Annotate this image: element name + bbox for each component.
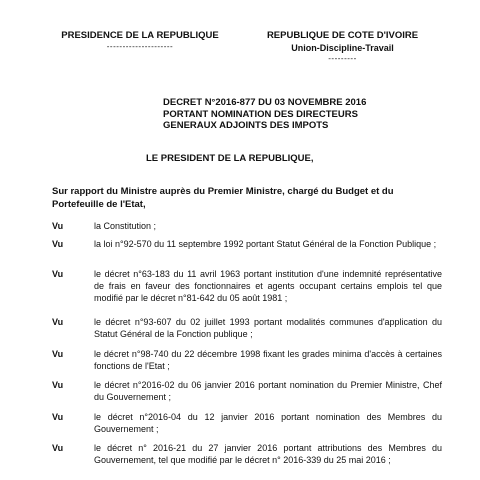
visa-item [52, 442, 442, 466]
visa-label: Vu [52, 221, 64, 231]
decree-title-line-2: PORTANT NOMINATION DES DIRECTEURS [163, 108, 358, 120]
header-left-separator: --------------------- [106, 42, 174, 51]
country-title: REPUBLIQUE DE COTE D'IVOIRE [266, 30, 419, 41]
visa-label: Vu [52, 443, 64, 453]
visa-item [52, 316, 442, 340]
header-left [60, 30, 220, 52]
decree-title-line-1: DECRET N°2016-877 DU 03 NOVEMBRE 2016 [163, 97, 367, 108]
visa-text: le décret n°2016-04 du 12 janvier 2016 portant nomination des Membres du Gouvernement ; [94, 412, 442, 434]
visa-label: Vu [52, 412, 64, 422]
presidency-title: PRESIDENCE DE LA REPUBLIQUE [61, 30, 219, 41]
national-motto: Union-Discipline-Travail [291, 43, 394, 53]
visa-text: le décret n°98-740 du 22 décembre 1998 fixant les grades minima d'accès à certaines fonctions de l'Etat ; [94, 349, 442, 371]
report-paragraph: Sur rapport du Ministre auprès du Premier Ministre, chargé du Budget et du Portefeuille de l'Etat, [52, 186, 394, 210]
visa-text: le décret n° 2016-21 du 27 janvier 2016 portant attributions des Membres du Gouvernement, tel que modifié par le décret n° 2016-339 du 25 mai 2016 ; [94, 443, 442, 465]
visa-label: Vu [52, 317, 64, 327]
visa-item [52, 238, 442, 250]
visa-item [52, 348, 442, 372]
visa-label: Vu [52, 380, 64, 390]
visa-label: Vu [52, 239, 64, 249]
decree-title-line-3: GENERAUX ADJOINTS DES IMPOTS [163, 120, 329, 131]
visa-item [52, 411, 442, 435]
visa-label: Vu [52, 269, 64, 279]
header-right-separator: --------- [328, 54, 357, 63]
visa-item [52, 379, 442, 403]
visa-text: le décret n°93-607 du 02 juillet 1993 portant modalités communes d'application du Statut Général de la Fonction publique ; [94, 317, 442, 339]
visa-text: la Constitution ; [94, 221, 157, 231]
visa-item [52, 220, 442, 232]
visa-text: le décret n°63-183 du 11 avril 1963 portant institution d'une indemnité représentative de frais en faveur des fonctionnaires et agents occupant certains emplois tel que modifié par le décret n°81-642 du 05 août 1981 ; [94, 269, 442, 303]
visa-label: Vu [52, 349, 64, 359]
decree-title [163, 97, 383, 132]
visa-text: le décret n°2016-02 du 06 janvier 2016 portant nomination du Premier Ministre, Chef du Gouvernement ; [94, 380, 442, 402]
visa-text: la loi n°92-570 du 11 septembre 1992 portant Statut Général de la Fonction Publique ; [94, 239, 437, 249]
header-right [255, 30, 430, 64]
visa-item [52, 268, 442, 304]
president-heading: LE PRESIDENT DE LA REPUBLIQUE, [146, 153, 314, 164]
